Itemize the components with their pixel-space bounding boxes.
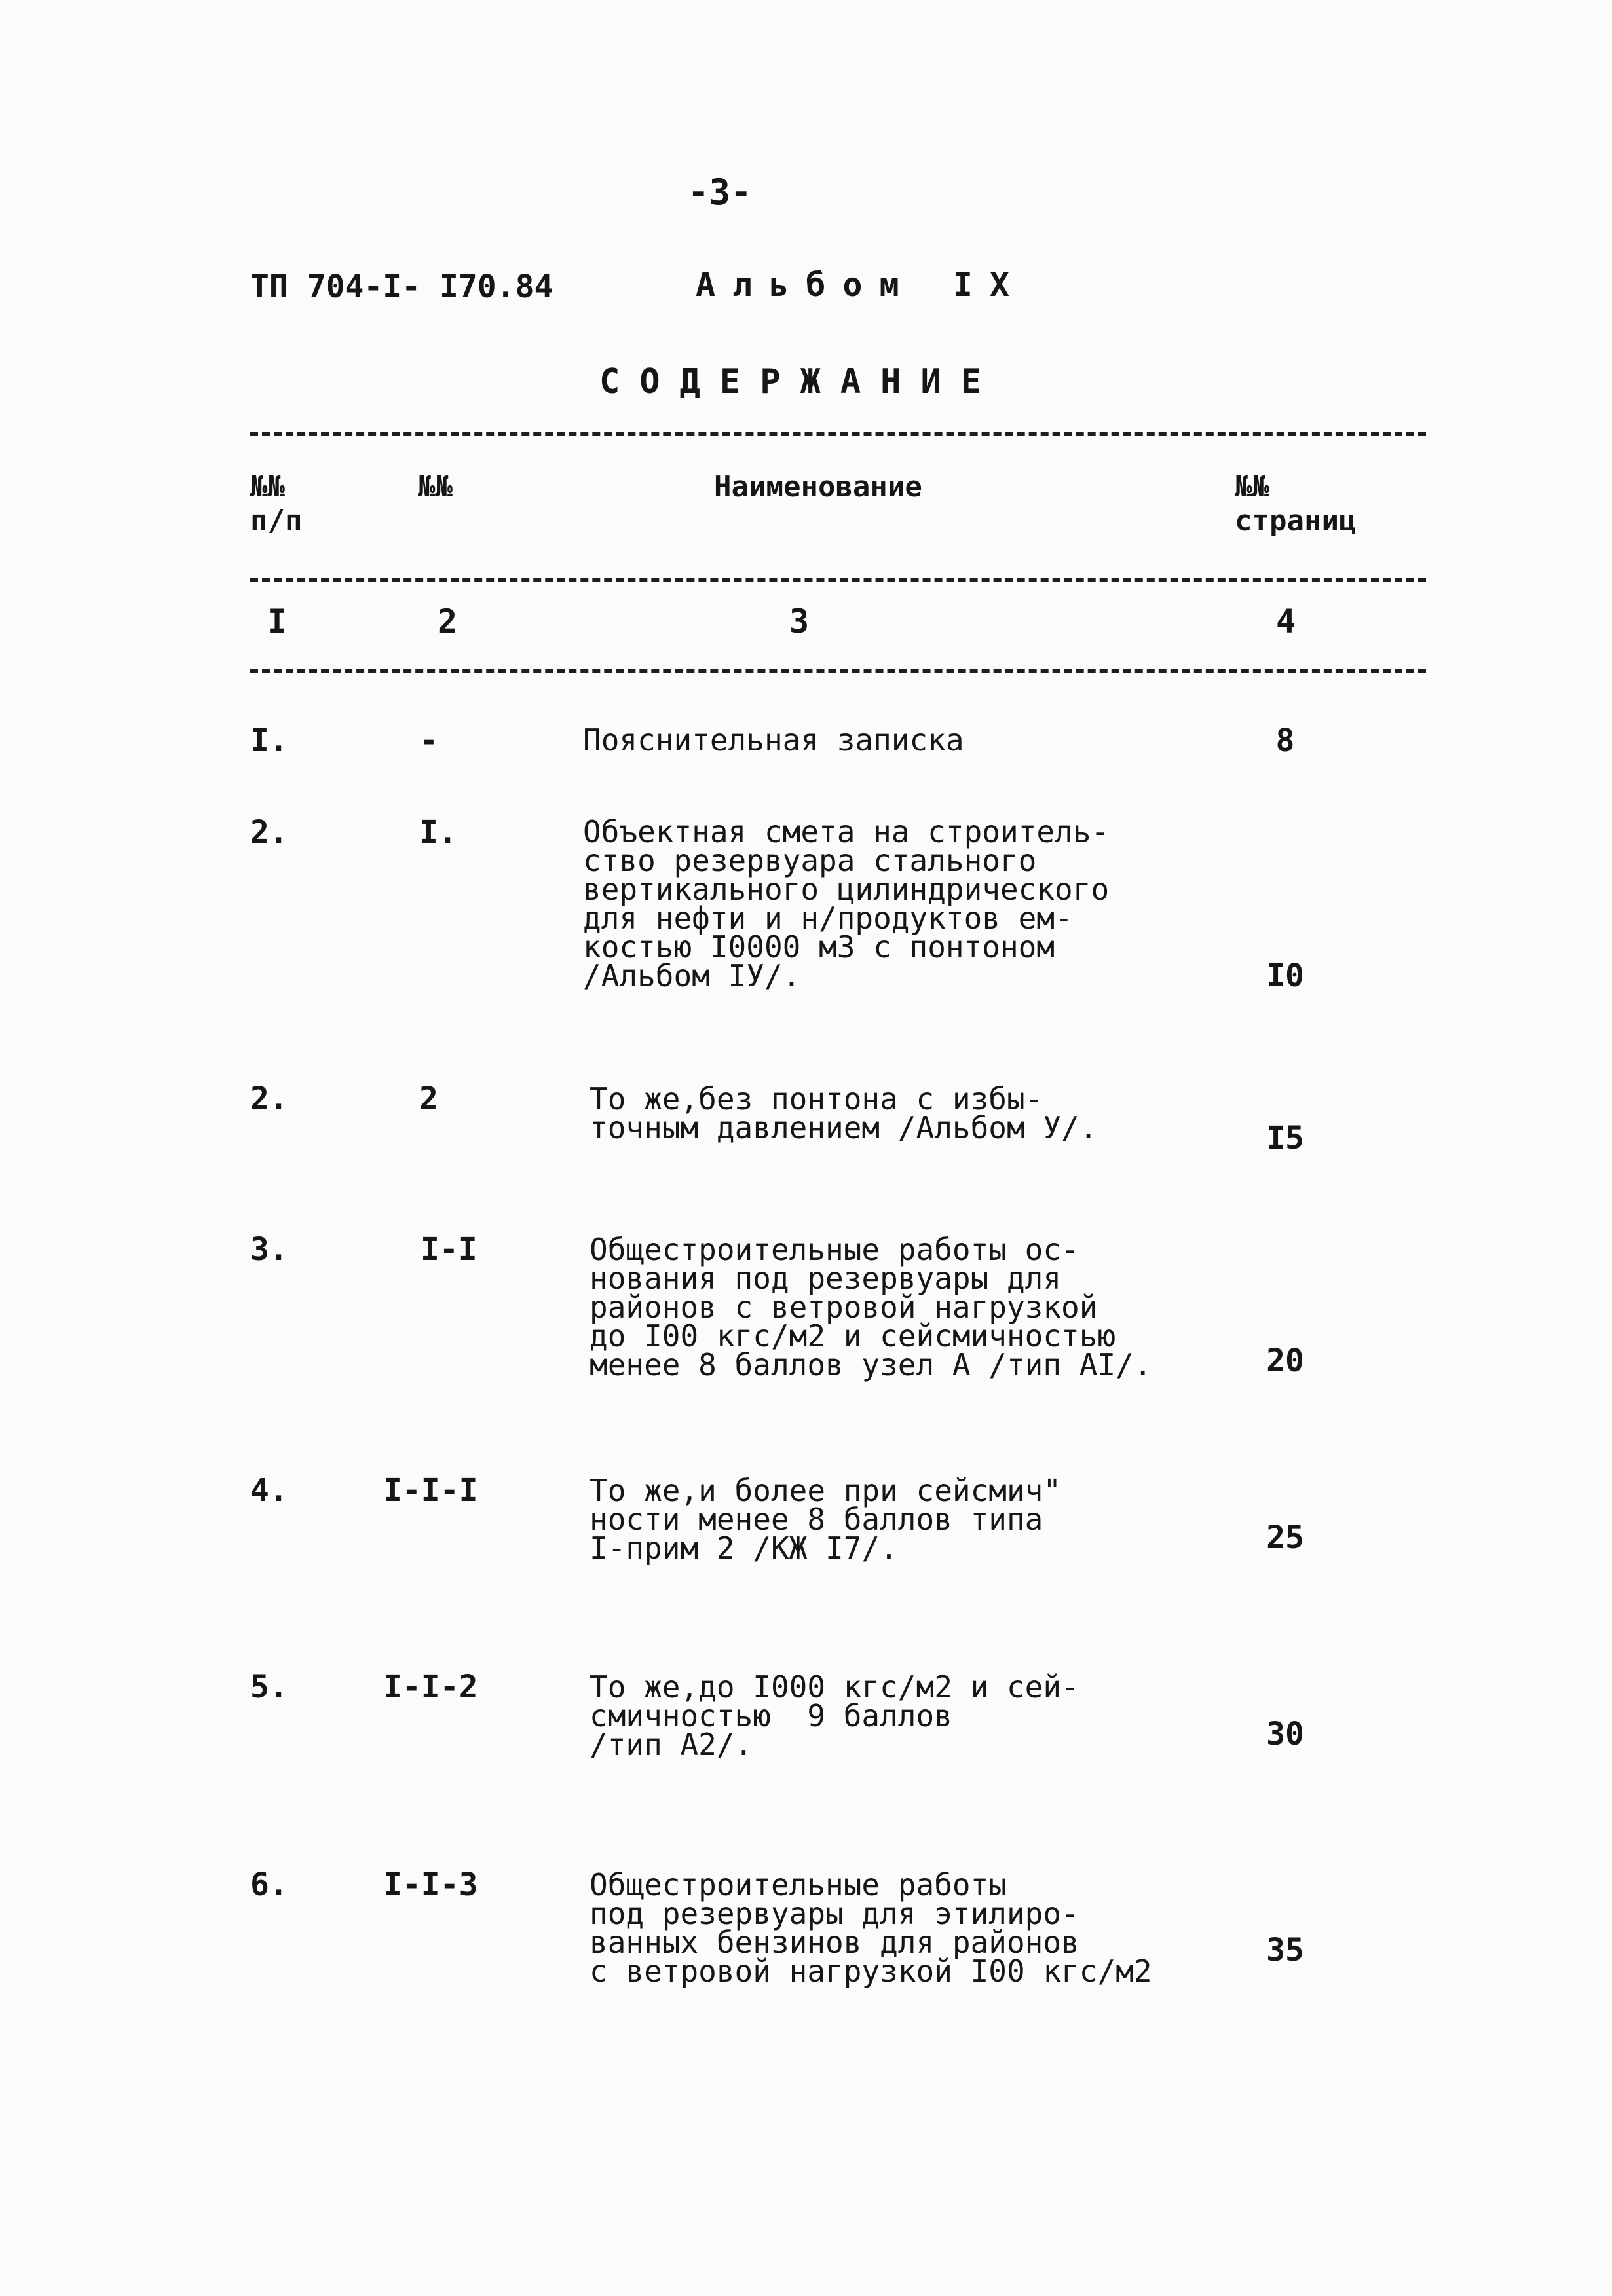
row-code: I-I-3 <box>383 1866 478 1903</box>
dashed-rule-columns <box>250 669 1426 673</box>
dashed-rule-top <box>250 432 1426 436</box>
album-label: Альбом IX <box>696 266 1026 304</box>
dashed-rule-header <box>250 578 1426 582</box>
column-number-4: 4 <box>1276 602 1296 640</box>
row-name: Пояснительная записка <box>583 722 964 758</box>
header-col-name: Наименование <box>714 470 922 504</box>
row-name: То же,до I000 кгс/м2 и сей- смичностью 9 баллов /тип А2/. <box>590 1669 1079 1762</box>
row-code: I-I-I <box>383 1472 478 1509</box>
row-name: Общестроительные работы под резервуары для этилиро- ванных бензинов для районов с ветровой нагрузкой I00 кгс/м2 <box>590 1867 1152 1989</box>
row-name: Общестроительные работы ос- нования под резервуары для районов с ветровой нагрузкой до I00 кгс/м2 и сейсмичностью менее 8 баллов узел А /тип АI/. <box>590 1232 1152 1382</box>
row-page: 25 <box>1266 1519 1304 1556</box>
row-page: I5 <box>1266 1120 1304 1157</box>
row-number: I. <box>250 722 288 759</box>
row-number: 6. <box>250 1866 288 1903</box>
document-code: ТП 704-I- I70.84 <box>250 268 553 305</box>
header-col-code: №№ <box>418 470 453 504</box>
column-number-3: 3 <box>789 602 810 640</box>
row-code: I-I-2 <box>383 1669 478 1705</box>
row-code: - <box>419 722 438 759</box>
row-number: 4. <box>250 1472 288 1509</box>
row-code: I-I <box>421 1231 478 1268</box>
page-number: -3- <box>688 172 752 213</box>
column-number-2: 2 <box>438 602 458 640</box>
row-number: 3. <box>250 1231 288 1268</box>
row-number: 5. <box>250 1669 288 1705</box>
row-number: 2. <box>250 814 288 851</box>
header-col-number: №№ п/п <box>250 470 303 538</box>
row-page: 8 <box>1275 722 1295 759</box>
column-number-1: I <box>267 602 288 640</box>
row-code: 2 <box>419 1081 438 1117</box>
row-name: То же,и более при сейсмич" ности менее 8 баллов типа I-прим 2 /КЖ I7/. <box>590 1473 1062 1566</box>
row-page: I0 <box>1266 957 1304 994</box>
row-code: I. <box>419 814 457 851</box>
row-name: То же,без понтона с избы- точным давлением /Альбом У/. <box>590 1081 1098 1145</box>
row-page: 20 <box>1266 1342 1304 1379</box>
row-page: 35 <box>1266 1932 1304 1969</box>
row-page: 30 <box>1266 1716 1304 1752</box>
row-name: Объектная смета на строитель- ство резервуара стального вертикального цилиндрического для нефти и н/продуктов ем- костью I0000 м3 с понтоном /Альбом IУ/. <box>583 814 1110 993</box>
page-title: СОДЕРЖАНИЕ <box>599 362 1002 401</box>
row-number: 2. <box>250 1081 288 1117</box>
header-col-pages: №№ страниц <box>1235 470 1357 538</box>
